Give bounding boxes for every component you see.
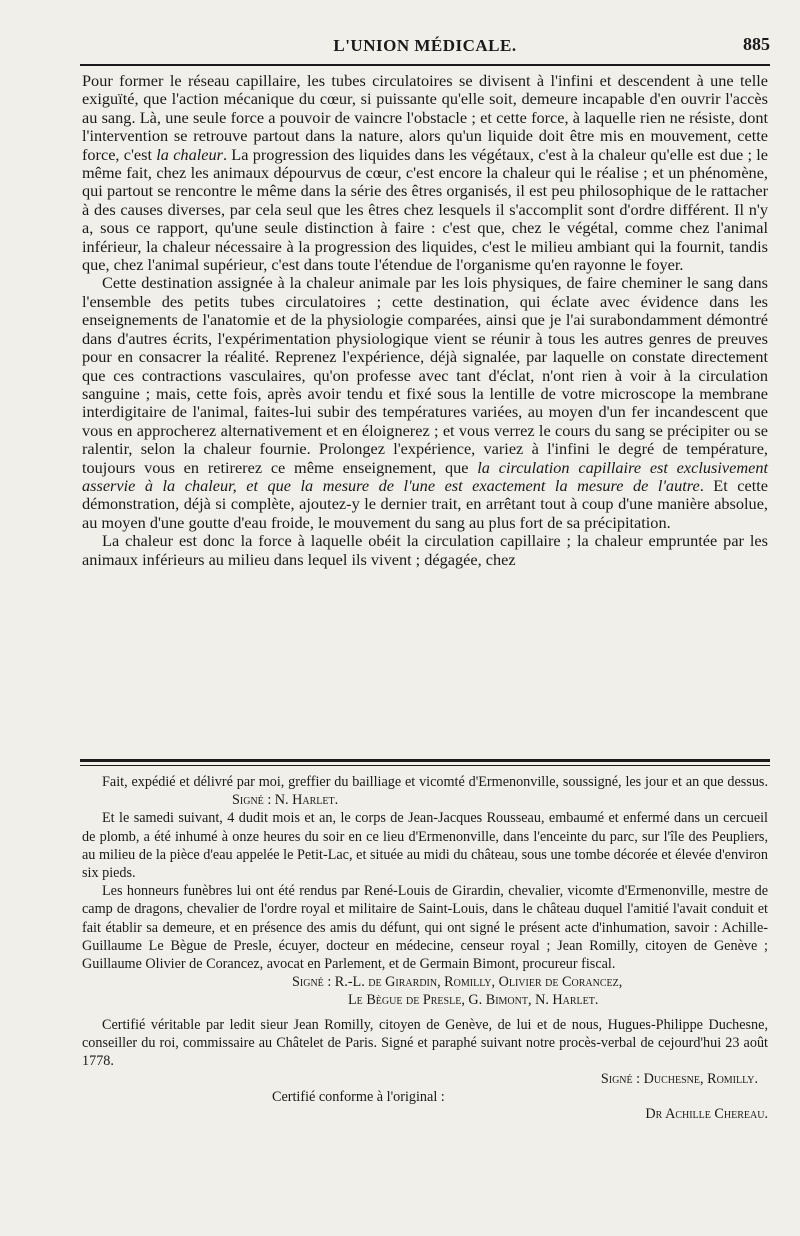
certification-line: Certifié conforme à l'original : (272, 1089, 445, 1106)
running-header (80, 30, 770, 60)
paragraph-text: Cette destination assignée à la chaleur animale par les lois physiques, de faire cheminer le sang dans l'ensemble des petits tubes circulatoires ; cette destination, qui éclate avec évidence dans les enseignements de l'anatomie et de la physiologie comparées, ainsi que je l'ai surabondamment démontré dans d'autres écrits, l'expérimentation physiologique vient se réunir à tous les autres genres de preuves pour en consacrer la réalité. Reprenez l'expérience, déjà signalée, par laquelle on constate directement que ces contractions vasculaires, qu'on professe avec tant d'éclat, n'ont rien à voir à la circulation sanguine ; mais, cette fois, après avoir tendu et fixé sous la lentille de votre microscope la membrane interdigitaire de l'animal, faites-lui subir des températures variées, au moyen d'un fer incandescent que vous en approcherez alternativement et en éloignerez ; et vous verrez le cours du sang se précipiter ou se ralentir, selon la chaleur fournie. Prolongez l'expérience, variez à l'infini le degré de température, toujours vous en retirerez ce même enseignement, que (82, 273, 768, 477)
paragraph-text: . La progression des liquides dans les végétaux, c'est à la chaleur qu'elle est due ; le même fait, chez les animaux dépourvus de cœur, c'est encore la chaleur qui le réalise ; et un phénomène, qui partout se rencontre le même dans la série des êtres organisés, il est peu philosophique de le rattacher à des causes diverses, par cela seul que les êtres chez lesquels il s'accomplit sont d'ordre différent. Il n'y a, sous ce rapport, qu'une seule distinction à faire : c'est que, chez le végétal, comme chez l'animal inférieur, la chaleur nécessaire à la progression des liquides, c'est le milieu ambiant qui la fournit, tandis que, chez l'animal supérieur, c'est dans toute l'étendue de l'organisme qu'en rayonne le foyer. (82, 144, 768, 275)
section-rule (80, 759, 770, 762)
appendix-paragraph (82, 809, 768, 882)
emphasis-text: la circulation capillaire est exclusivement asservie à la chaleur, et que la mesure de l'une est exactement la mesure de l'autre (82, 457, 768, 495)
paragraph-text: Fait, expédié et délivré par moi, greffier du bailliage et vicomté d'Ermenonville, soussigné, les jour et an que dessus. (102, 774, 768, 790)
signature: Le Bègue de Presle, G. Bimont, N. Harlet. (348, 992, 599, 1009)
appendix-document (82, 773, 768, 1123)
paragraph-text: Et le samedi suivant, 4 dudit mois et an, le corps de Jean-Jacques Rousseau, embaumé et enfermé dans un cercueil de plomb, a été inhumé à onze heures du soir en ce lieu d'Ermenonville, dans l'enceinte du parc, sur l'île des Peupliers, au milieu de la pièce d'eau appelée le Petit-Lac, et située au midi du château, sous une tombe décorée et élevée d'environ six pieds. (82, 810, 768, 882)
article-paragraph (82, 532, 768, 569)
signature: Signé : R.-L. de Girardin, Romilly, Olivier de Corancez, (292, 974, 623, 991)
appendix-paragraph (82, 773, 768, 809)
article-body (82, 72, 768, 569)
emphasis-text: la chaleur (156, 144, 223, 164)
signature: Signé : N. Harlet. (232, 792, 339, 809)
appendix-paragraph (82, 1016, 768, 1071)
header-rule (80, 64, 770, 66)
journal-title: L'UNION MÉDICALE. (333, 36, 517, 55)
signature-block (82, 973, 768, 1009)
appendix-paragraph (82, 882, 768, 973)
paragraph-text: Les honneurs funèbres lui ont été rendus par René-Louis de Girardin, chevalier, vicomte d'Ermenonville, mestre de camp de dragons, chevalier de l'ordre royal et militaire de Saint-Louis, dans le château duquel l'amitié l'avait conduit et fait établir sa demeure, et en présence des amis du défunt, qui ont signé le présent acte d'inhumation, savoir : Achille-Guillaume Le Bègue de Presle, écuyer, docteur en médecine, censeur royal ; Jean Romilly, citoyen de Genève ; Guillaume Olivier de Corancez, avocat en Parlement, et de Germain Bimont, procureur fiscal. (82, 883, 768, 973)
article-paragraph (82, 274, 768, 532)
page-number: 885 (743, 34, 770, 54)
paragraph-text: Certifié véritable par ledit sieur Jean Romilly, citoyen de Genève, de lui et de nous, Hugues-Philippe Duchesne, conseiller du roi, commissaire au Châtelet de Paris. Signé et paraphé suivant notre procès-verbal de cejourd'hui 23 août 1778. (82, 1016, 768, 1070)
paragraph-text: La chaleur est donc la force à laquelle obéit la circulation capillaire ; la chaleur empruntée par les animaux inférieurs au milieu dans lequel ils vivent ; dégagée, chez (82, 531, 768, 569)
paragraph-text: Pour former le réseau capillaire, les tubes circulatoires se divisent à l'infini et descendent à une telle exiguïté, que l'action mécanique du cœur, si puissante qu'elle soit, demeure incapable d'en ouvrir l'accès au sang. Là, une seule force a pouvoir de vaincre l'obstacle ; et cette force, à laquelle rien ne résiste, dont l'intervention se retrouve partout dans la nature, alors qu'un liquide doit être mis en mouvement, cette force, c'est (82, 71, 768, 164)
paragraph-text: . Et cette démonstration, déjà si complète, ajoutez-y le dernier trait, en arrêtant tout à coup d'une manière absolue, au moyen d'une goutte d'eau froide, le mouvement du sang au plus fort de sa précipitation. (82, 475, 769, 532)
article-paragraph (82, 72, 768, 274)
signature: Signé : Duchesne, Romilly. (600, 1071, 758, 1088)
author-signature: Dr Achille Chereau. (645, 1105, 768, 1122)
section-rule-thin (80, 765, 770, 766)
